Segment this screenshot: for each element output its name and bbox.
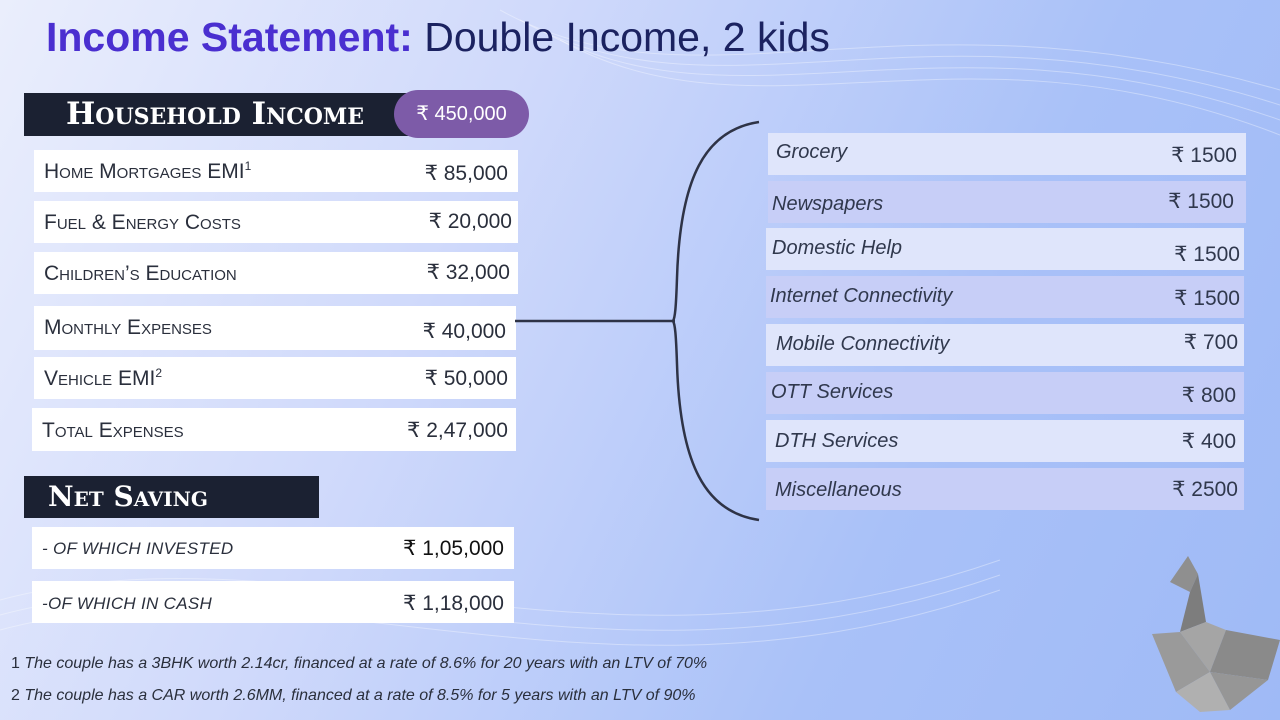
title-bold: Income Statement: — [46, 14, 413, 60]
expense-row — [34, 201, 518, 243]
saving-row — [32, 581, 514, 623]
expense-value: ₹ 85,000 — [424, 162, 508, 185]
breakdown-value: ₹ 2500 — [1172, 478, 1238, 501]
expense-label: Children’s Education — [44, 262, 237, 285]
breakdown-value: ₹ 800 — [1181, 384, 1236, 407]
breakdown-value: ₹ 1500 — [1171, 144, 1237, 167]
expense-value: ₹ 20,000 — [428, 210, 512, 233]
expense-value: ₹ 40,000 — [422, 320, 506, 343]
expense-row — [34, 252, 518, 294]
footnote-1 — [11, 655, 707, 673]
breakdown-label: Domestic Help — [772, 237, 903, 259]
breakdown-value: ₹ 400 — [1181, 430, 1236, 453]
breakdown-value: ₹ 1500 — [1168, 190, 1234, 213]
footnote-2 — [11, 687, 696, 705]
expense-value: ₹ 32,000 — [426, 261, 510, 284]
breakdown-label: Miscellaneous — [775, 479, 902, 501]
footnote-number: 1 — [11, 655, 20, 672]
title-rest: Double Income, 2 kids — [424, 14, 830, 60]
expense-label: Fuel & Energy Costs — [44, 211, 241, 234]
saving-label: - OF WHICH INVESTED — [42, 539, 234, 558]
household-income-total: ₹ 450,000 — [394, 90, 529, 138]
breakdown-label: OTT Services — [771, 381, 894, 403]
breakdown-value: ₹ 700 — [1183, 331, 1238, 354]
expense-row — [34, 306, 516, 350]
total-expenses-row — [32, 408, 516, 451]
household-income-banner: Household Income — [24, 93, 452, 136]
breakdown-label: Grocery — [776, 141, 848, 163]
saving-row — [32, 527, 514, 569]
breakdown-label: Mobile Connectivity — [776, 333, 950, 355]
expense-label: Vehicle EMI$^2$ — [44, 366, 163, 390]
footnote-number: 2 — [11, 687, 20, 704]
breakdown-item — [766, 324, 1244, 366]
breakdown-item — [766, 276, 1244, 318]
saving-value: ₹ 1,05,000 — [403, 537, 504, 560]
breakdown-label: Internet Connectivity — [770, 285, 953, 307]
page-title — [46, 14, 830, 61]
footnote-text: The couple has a CAR worth 2.6MM, financed at a rate of 8.5% for 5 years with an LTV of 90% — [24, 687, 696, 704]
breakdown-item — [766, 372, 1244, 414]
breakdown-item — [766, 420, 1244, 462]
saving-label: -OF WHICH IN CASH — [42, 594, 213, 613]
breakdown-item — [768, 133, 1246, 175]
breakdown-item — [766, 468, 1244, 510]
expense-value: ₹ 2,47,000 — [407, 419, 508, 442]
expense-label: Total Expenses — [42, 419, 184, 442]
breakdown-item — [768, 181, 1246, 223]
breakdown-value: ₹ 1500 — [1174, 287, 1240, 310]
breakdown-label: DTH Services — [775, 430, 899, 452]
breakdown-label: Newspapers — [772, 193, 884, 215]
net-saving-banner: Net Saving — [24, 476, 319, 518]
origami-swan-icon — [1150, 552, 1280, 712]
expense-label: Monthly Expenses — [44, 316, 212, 339]
breakdown-value: ₹ 1500 — [1174, 243, 1240, 266]
expense-label: Home Mortgages EMI$^1$ — [44, 159, 252, 183]
expense-row — [34, 357, 516, 399]
expense-value: ₹ 50,000 — [424, 367, 508, 390]
brace-connector — [515, 118, 765, 528]
saving-value: ₹ 1,18,000 — [403, 592, 504, 615]
breakdown-item — [766, 228, 1244, 270]
expense-row — [34, 150, 518, 192]
footnote-text: The couple has a 3BHK worth 2.14cr, financed at a rate of 8.6% for 20 years with an LTV of 70% — [24, 655, 708, 672]
